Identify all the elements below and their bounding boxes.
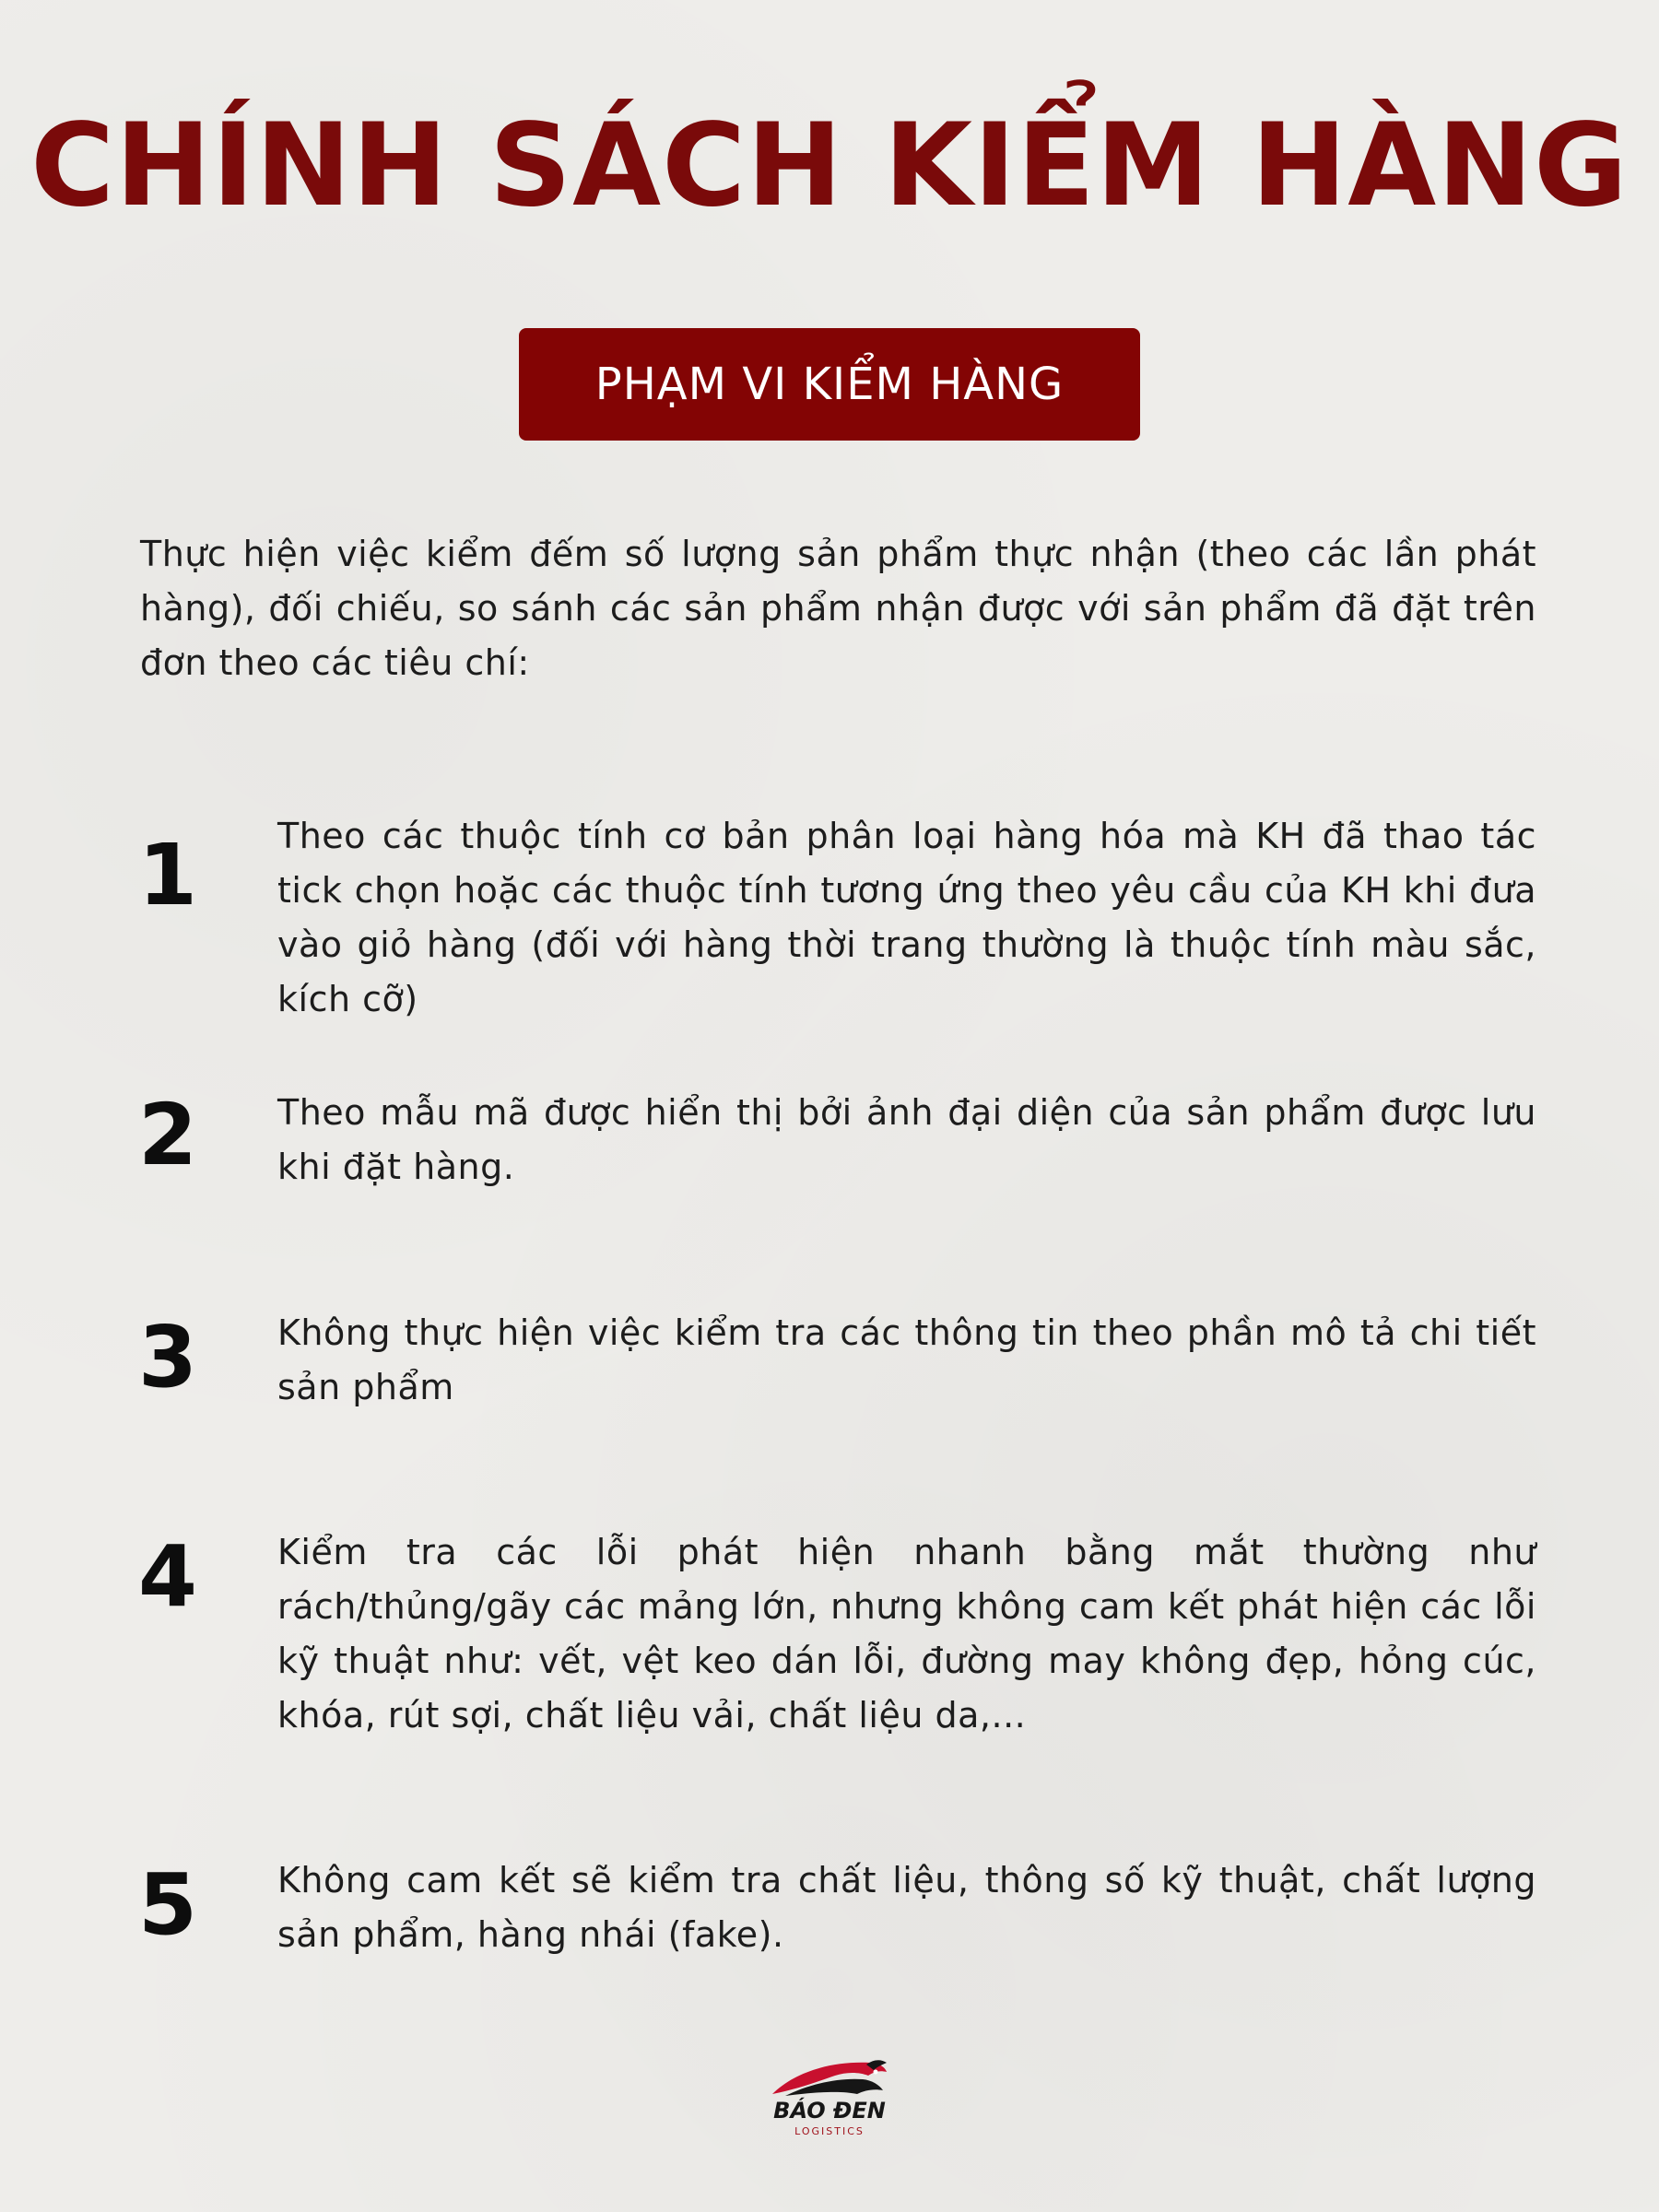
item-number: 5 <box>138 1855 198 1954</box>
logo-name: BÁO ĐEN <box>773 2098 886 2124</box>
item-text: Kiểm tra các lỗi phát hiện nhanh bằng mắt thường như rách/thủng/gãy các mảng lớn, nhưng không cam kết phát hiện các lỗi kỹ thuật như: vết, vệt keo dán lỗi, đường may không đẹp, hỏng cúc, khóa, rút sợi, chất liệu vải, chất liệu da,... <box>277 1532 1536 1735</box>
item-text: Không cam kết sẽ kiểm tra chất liệu, thông số kỹ thuật, chất lượng sản phẩm, hàng nhái (fake). <box>277 1860 1536 1955</box>
logo-subtitle: LOGISTICS <box>794 2125 865 2137</box>
item-text: Theo các thuộc tính cơ bản phân loại hàng hóa mà KH đã thao tác tick chọn hoặc các thuộc tính tương ứng theo yêu cầu của KH khi đưa vào giỏ hàng (đối với hàng thời trang thường là thuộc tính màu sắc, kích cỡ) <box>277 816 1536 1019</box>
item-number: 1 <box>138 826 198 924</box>
item-number: 2 <box>138 1086 198 1184</box>
section-badge: PHẠM VI KIỂM HÀNG <box>519 328 1140 441</box>
intro-paragraph: Thực hiện việc kiểm đếm số lượng sản phẩm thực nhận (theo các lần phát hàng), đối chiếu, so sánh các sản phẩm nhận được với sản phẩm đã đặt trên đơn theo các tiêu chí: <box>140 534 1536 683</box>
page-title: CHÍNH SÁCH KIỂM HÀNG <box>30 100 1629 232</box>
brand-logo <box>767 2053 892 2142</box>
item-text: Không thực hiện việc kiểm tra các thông tin theo phần mô tả chi tiết sản phẩm <box>277 1312 1536 1407</box>
item-text: Theo mẫu mã được hiển thị bởi ảnh đại diện của sản phẩm được lưu khi đặt hàng. <box>277 1092 1536 1187</box>
item-number: 4 <box>138 1527 198 1626</box>
item-number: 3 <box>138 1308 198 1406</box>
